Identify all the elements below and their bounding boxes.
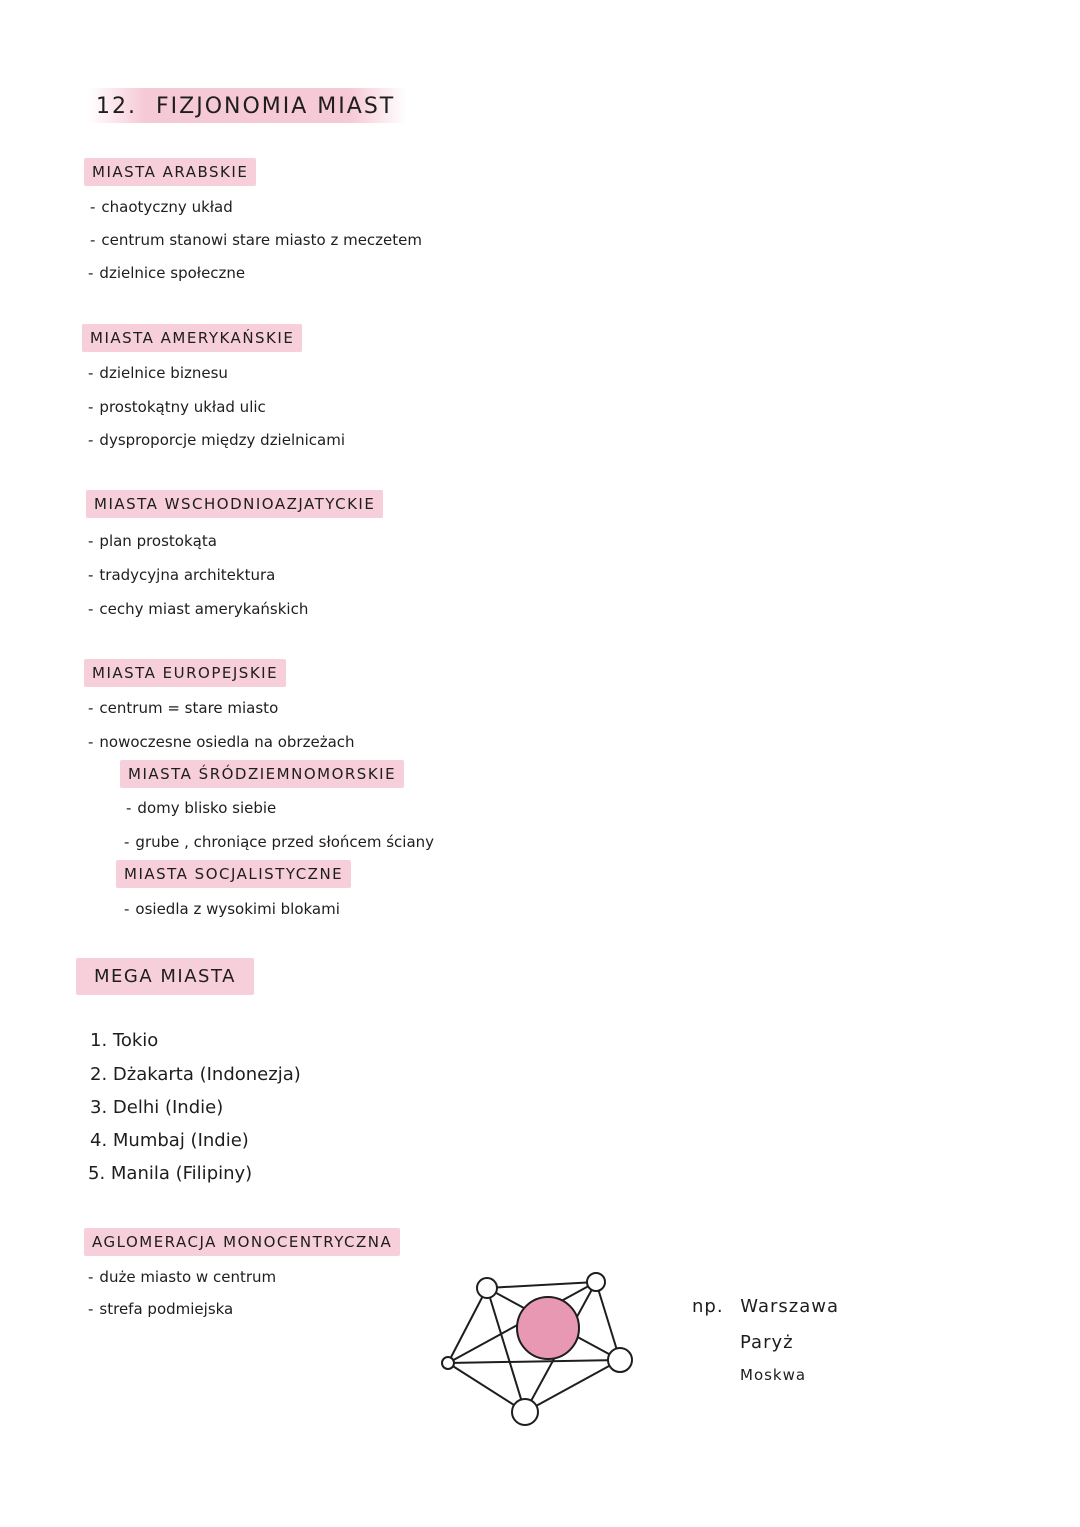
list-item: - tradycyjna architektura [88,566,276,584]
heading-wschodnioazjatyckie: MIASTA WSCHODNIOAZJATYCKIE [86,490,383,518]
list-item: - osiedla z wysokimi blokami [124,900,340,918]
list-item: - dzielnice społeczne [88,264,246,282]
list-item: - plan prostokąta [88,532,217,550]
list-item: - prostokątny układ ulic [88,398,266,416]
list-item: - grube , chroniące przed słońcem ściany [124,833,435,851]
monocentric-agglomeration-diagram-icon [430,1268,650,1438]
list-item: - domy blisko siebie [126,799,277,817]
examples-line [692,1296,839,1317]
list-item: 5. Manila (Filipiny) [88,1163,253,1184]
page-title [88,88,407,123]
list-item: - cechy miast amerykańskich [88,600,309,618]
list-item: - nowoczesne osiedla na obrzeżach [88,733,355,751]
list-item: - centrum = stare miasto [88,699,279,717]
title-text: FIZJONOMIA MIAST [156,94,396,119]
title-number: 12. [96,94,137,119]
list-item: 4. Mumbaj (Indie) [90,1130,249,1151]
heading-europejskie: MIASTA EUROPEJSKIE [84,659,286,687]
example-city: Moskwa [740,1366,807,1384]
satellite-node [512,1399,538,1425]
list-item: 2. Dżakarta (Indonezja) [90,1064,301,1085]
example-city: Paryż [740,1332,794,1353]
satellite-node [477,1278,497,1298]
list-item: 1. Tokio [90,1030,159,1051]
satellite-node [587,1273,605,1291]
list-item: - dysproporcje między dzielnicami [88,431,346,449]
examples-prefix: np. [692,1296,724,1317]
heading-arabskie: MIASTA ARABSKIE [84,158,256,186]
list-item: - duże miasto w centrum [88,1268,277,1286]
list-item: - strefa podmiejska [88,1300,234,1318]
center-city-node [517,1297,579,1359]
satellite-node [608,1348,632,1372]
example-city: Warszawa [740,1296,839,1317]
list-item: 3. Delhi (Indie) [90,1097,224,1118]
heading-aglomeracja: AGLOMERACJA MONOCENTRYCZNA [84,1228,400,1256]
heading-srodziemnomorskie: MIASTA ŚRÓDZIEMNOMORSKIE [120,760,404,788]
heading-mega-miasta: MEGA MIASTA [76,958,254,995]
list-item: - dzielnice biznesu [88,364,228,382]
heading-amerykanskie: MIASTA AMERYKAŃSKIE [82,324,302,352]
satellite-node [442,1357,454,1369]
list-item: - chaotyczny układ [90,198,233,216]
heading-socjalistyczne: MIASTA SOCJALISTYCZNE [116,860,351,888]
list-item: - centrum stanowi stare miasto z meczetem [90,231,423,249]
